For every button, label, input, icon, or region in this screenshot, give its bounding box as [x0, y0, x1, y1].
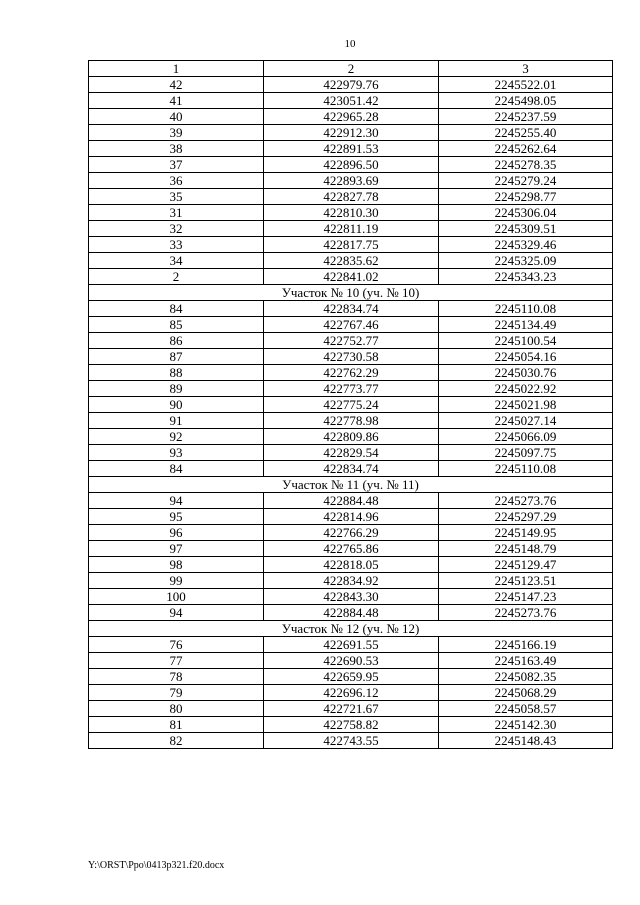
y-coordinate-cell: 2245149.95	[439, 525, 613, 541]
x-coordinate-cell: 422843.30	[264, 589, 439, 605]
x-coordinate-cell: 422778.98	[264, 413, 439, 429]
x-coordinate-cell: 422912.30	[264, 125, 439, 141]
x-coordinate-cell: 422752.77	[264, 333, 439, 349]
x-coordinate-cell: 422743.55	[264, 733, 439, 749]
section-header-row	[89, 285, 613, 301]
x-coordinate-cell: 422896.50	[264, 157, 439, 173]
y-coordinate-cell: 2245273.76	[439, 493, 613, 509]
point-number-cell: 93	[89, 445, 264, 461]
x-coordinate-cell: 422810.30	[264, 205, 439, 221]
x-coordinate-cell: 422965.28	[264, 109, 439, 125]
section-title: Участок № 11 (уч. № 11)	[89, 477, 613, 493]
table-row	[89, 589, 613, 605]
y-coordinate-cell: 2245097.75	[439, 445, 613, 461]
x-coordinate-cell: 422696.12	[264, 685, 439, 701]
y-coordinate-cell: 2245343.23	[439, 269, 613, 285]
section-header-row	[89, 477, 613, 493]
table-row	[89, 669, 613, 685]
x-coordinate-cell: 422773.77	[264, 381, 439, 397]
table-row	[89, 77, 613, 93]
table-row	[89, 189, 613, 205]
x-coordinate-cell: 422979.76	[264, 77, 439, 93]
footer-file-path: Y:\ORST\Ppo\0413p321.f20.docx	[88, 860, 225, 871]
x-coordinate-cell: 422834.74	[264, 301, 439, 317]
table-row	[89, 685, 613, 701]
point-number-cell: 77	[89, 653, 264, 669]
y-coordinate-cell: 2245134.49	[439, 317, 613, 333]
point-number-cell: 100	[89, 589, 264, 605]
point-number-cell: 31	[89, 205, 264, 221]
table-row	[89, 493, 613, 509]
table-body	[89, 77, 613, 749]
y-coordinate-cell: 2245142.30	[439, 717, 613, 733]
y-coordinate-cell: 2245298.77	[439, 189, 613, 205]
y-coordinate-cell: 2245325.09	[439, 253, 613, 269]
point-number-cell: 94	[89, 605, 264, 621]
point-number-cell: 39	[89, 125, 264, 141]
section-title: Участок № 12 (уч. № 12)	[89, 621, 613, 637]
table-row	[89, 365, 613, 381]
y-coordinate-cell: 2245329.46	[439, 237, 613, 253]
table-row	[89, 237, 613, 253]
y-coordinate-cell: 2245022.92	[439, 381, 613, 397]
table-row	[89, 525, 613, 541]
section-title: Участок № 10 (уч. № 10)	[89, 285, 613, 301]
y-coordinate-cell: 2245522.01	[439, 77, 613, 93]
x-coordinate-cell: 422721.67	[264, 701, 439, 717]
y-coordinate-cell: 2245306.04	[439, 205, 613, 221]
y-coordinate-cell: 2245309.51	[439, 221, 613, 237]
x-coordinate-cell: 422775.24	[264, 397, 439, 413]
y-coordinate-cell: 2245123.51	[439, 573, 613, 589]
point-number-cell: 2	[89, 269, 264, 285]
point-number-cell: 82	[89, 733, 264, 749]
table-row	[89, 253, 613, 269]
y-coordinate-cell: 2245262.64	[439, 141, 613, 157]
point-number-cell: 84	[89, 461, 264, 477]
point-number-cell: 96	[89, 525, 264, 541]
table-row	[89, 605, 613, 621]
coordinates-table	[88, 60, 613, 749]
x-coordinate-cell: 422758.82	[264, 717, 439, 733]
y-coordinate-cell: 2245279.24	[439, 173, 613, 189]
x-coordinate-cell: 422829.54	[264, 445, 439, 461]
table-row	[89, 221, 613, 237]
point-number-cell: 81	[89, 717, 264, 733]
point-number-cell: 90	[89, 397, 264, 413]
table-row	[89, 349, 613, 365]
y-coordinate-cell: 2245021.98	[439, 397, 613, 413]
y-coordinate-cell: 2245058.57	[439, 701, 613, 717]
point-number-cell: 36	[89, 173, 264, 189]
x-coordinate-cell: 423051.42	[264, 93, 439, 109]
table-row	[89, 413, 613, 429]
x-coordinate-cell: 422817.75	[264, 237, 439, 253]
table-row	[89, 269, 613, 285]
y-coordinate-cell: 2245082.35	[439, 669, 613, 685]
x-coordinate-cell: 422659.95	[264, 669, 439, 685]
x-coordinate-cell: 422691.55	[264, 637, 439, 653]
point-number-cell: 33	[89, 237, 264, 253]
y-coordinate-cell: 2245148.43	[439, 733, 613, 749]
point-number-cell: 99	[89, 573, 264, 589]
table-row	[89, 509, 613, 525]
point-number-cell: 85	[89, 317, 264, 333]
point-number-cell: 88	[89, 365, 264, 381]
table-row	[89, 317, 613, 333]
table-row	[89, 573, 613, 589]
table-row	[89, 333, 613, 349]
point-number-cell: 42	[89, 77, 264, 93]
point-number-cell: 92	[89, 429, 264, 445]
x-coordinate-cell: 422841.02	[264, 269, 439, 285]
point-number-cell: 86	[89, 333, 264, 349]
x-coordinate-cell: 422762.29	[264, 365, 439, 381]
table-row	[89, 141, 613, 157]
x-coordinate-cell: 422730.58	[264, 349, 439, 365]
table-row	[89, 429, 613, 445]
y-coordinate-cell: 2245068.29	[439, 685, 613, 701]
point-number-cell: 91	[89, 413, 264, 429]
x-coordinate-cell: 422891.53	[264, 141, 439, 157]
x-coordinate-cell: 422690.53	[264, 653, 439, 669]
y-coordinate-cell: 2245066.09	[439, 429, 613, 445]
column-header-point-number: 1	[89, 61, 264, 77]
table-row	[89, 125, 613, 141]
point-number-cell: 97	[89, 541, 264, 557]
y-coordinate-cell: 2245129.47	[439, 557, 613, 573]
table-row	[89, 93, 613, 109]
y-coordinate-cell: 2245110.08	[439, 301, 613, 317]
table-row	[89, 445, 613, 461]
x-coordinate-cell: 422765.86	[264, 541, 439, 557]
point-number-cell: 87	[89, 349, 264, 365]
point-number-cell: 95	[89, 509, 264, 525]
section-header-row	[89, 621, 613, 637]
x-coordinate-cell: 422818.05	[264, 557, 439, 573]
point-number-cell: 32	[89, 221, 264, 237]
x-coordinate-cell: 422834.74	[264, 461, 439, 477]
point-number-cell: 35	[89, 189, 264, 205]
point-number-cell: 41	[89, 93, 264, 109]
table-row	[89, 557, 613, 573]
page-number: 10	[344, 38, 356, 50]
y-coordinate-cell: 2245147.23	[439, 589, 613, 605]
table-row	[89, 205, 613, 221]
x-coordinate-cell: 422893.69	[264, 173, 439, 189]
y-coordinate-cell: 2245237.59	[439, 109, 613, 125]
x-coordinate-cell: 422766.29	[264, 525, 439, 541]
table-row	[89, 701, 613, 717]
point-number-cell: 80	[89, 701, 264, 717]
table-row	[89, 109, 613, 125]
y-coordinate-cell: 2245027.14	[439, 413, 613, 429]
y-coordinate-cell: 2245110.08	[439, 461, 613, 477]
table-header-row	[89, 61, 613, 77]
y-coordinate-cell: 2245297.29	[439, 509, 613, 525]
x-coordinate-cell: 422834.92	[264, 573, 439, 589]
x-coordinate-cell: 422809.86	[264, 429, 439, 445]
x-coordinate-cell: 422814.96	[264, 509, 439, 525]
x-coordinate-cell: 422835.62	[264, 253, 439, 269]
table-row	[89, 717, 613, 733]
x-coordinate-cell: 422884.48	[264, 493, 439, 509]
table-row	[89, 173, 613, 189]
table-row	[89, 397, 613, 413]
y-coordinate-cell: 2245255.40	[439, 125, 613, 141]
y-coordinate-cell: 2245163.49	[439, 653, 613, 669]
table-row	[89, 157, 613, 173]
point-number-cell: 78	[89, 669, 264, 685]
y-coordinate-cell: 2245100.54	[439, 333, 613, 349]
y-coordinate-cell: 2245498.05	[439, 93, 613, 109]
x-coordinate-cell: 422827.78	[264, 189, 439, 205]
point-number-cell: 37	[89, 157, 264, 173]
column-header-x-coordinate: 2	[264, 61, 439, 77]
y-coordinate-cell: 2245273.76	[439, 605, 613, 621]
x-coordinate-cell: 422884.48	[264, 605, 439, 621]
point-number-cell: 94	[89, 493, 264, 509]
point-number-cell: 84	[89, 301, 264, 317]
point-number-cell: 76	[89, 637, 264, 653]
x-coordinate-cell: 422811.19	[264, 221, 439, 237]
table-row	[89, 653, 613, 669]
y-coordinate-cell: 2245278.35	[439, 157, 613, 173]
table-row	[89, 733, 613, 749]
x-coordinate-cell: 422767.46	[264, 317, 439, 333]
point-number-cell: 38	[89, 141, 264, 157]
table-row	[89, 301, 613, 317]
table-row	[89, 541, 613, 557]
point-number-cell: 98	[89, 557, 264, 573]
table-row	[89, 381, 613, 397]
point-number-cell: 79	[89, 685, 264, 701]
point-number-cell: 40	[89, 109, 264, 125]
table-row	[89, 637, 613, 653]
table-row	[89, 461, 613, 477]
column-header-y-coordinate: 3	[439, 61, 613, 77]
point-number-cell: 34	[89, 253, 264, 269]
y-coordinate-cell: 2245054.16	[439, 349, 613, 365]
point-number-cell: 89	[89, 381, 264, 397]
y-coordinate-cell: 2245030.76	[439, 365, 613, 381]
y-coordinate-cell: 2245166.19	[439, 637, 613, 653]
y-coordinate-cell: 2245148.79	[439, 541, 613, 557]
